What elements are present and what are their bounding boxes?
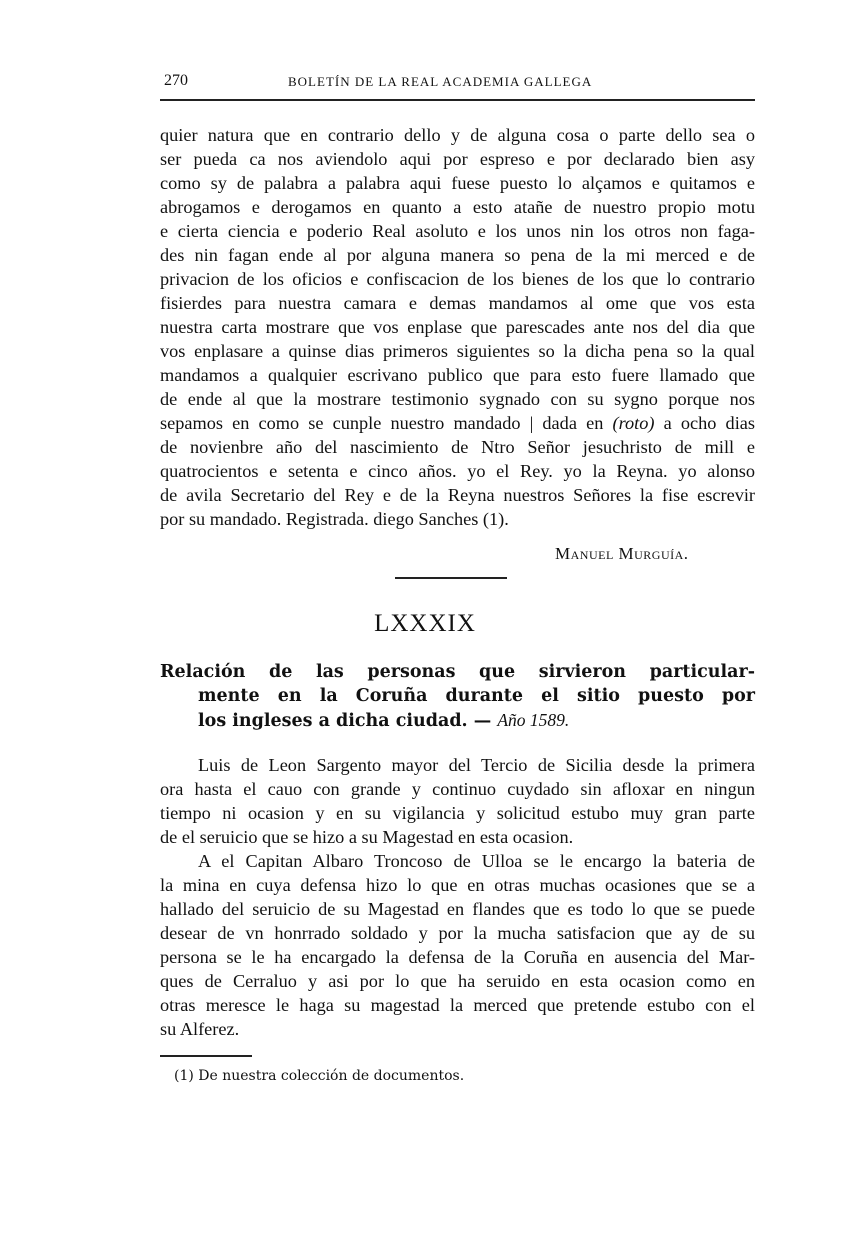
- text-line: sepamos en como se cunple nuestro mandado | dada en (roto) a ocho dias: [160, 413, 755, 433]
- text-line: abrogamos e derogamos en quanto a esto atañe de nuestro propio motu: [160, 197, 755, 217]
- text-line: privacion de los oficios e confiscacion de los bienes de los que lo contrario: [160, 269, 755, 289]
- text-line: quier natura que en contrario dello y de alguna cosa o parte dello sea o: [160, 125, 755, 145]
- page-number: 270: [164, 72, 188, 89]
- text-line: la mina en cuya defensa hizo lo que en otras muchas ocasiones que se a: [160, 875, 755, 895]
- text-line: e cierta ciencia e poderio Real asoluto e los unos nin los otros non faga-: [160, 221, 755, 241]
- text-line: de ende al que la mostrare testimonio sygnado con su sygno porque nos: [160, 389, 755, 409]
- document-end-text: [160, 123, 755, 531]
- text-line: vos enplasare a quinse dias primeros siguientes so la dicha pena so la qual: [160, 341, 755, 361]
- text-line: fisierdes para nuestra camara e demas mandamos al ome que vos esta: [160, 293, 755, 313]
- section-number: LXXXIX: [374, 610, 476, 637]
- text-line: persona se le ha encargado la defensa de la Coruña en ausencia del Mar-: [160, 947, 755, 967]
- text-line: mandamos a qualquier escrivano publico que para esto fuere llamado que: [160, 365, 755, 385]
- paragraph-1: [160, 753, 755, 849]
- footnote: (1) De nuestra colección de documentos.: [174, 1068, 465, 1084]
- header-rule: [160, 99, 755, 101]
- text-line: ora hasta el cauo con grande y continuo cuydado sin afloxar en ningun: [160, 779, 755, 799]
- text-line: hallado del seruicio de su Magestad en flandes que es todo lo que se puede: [160, 899, 755, 919]
- text-line: ser pueda ca nos aviendolo aqui por espreso e por declarado bien asy: [160, 149, 755, 169]
- text-line: por su mandado. Registrada. diego Sanches (1).: [160, 509, 509, 529]
- section-divider: [395, 577, 507, 579]
- text-line: de avila Secretario del Rey e de la Reyna nuestros Señores la fise escrevir: [160, 485, 755, 505]
- title-text: los ingleses a dicha ciudad. —: [198, 711, 492, 731]
- running-header: [160, 72, 755, 94]
- text-line: Luis de Leon Sargento mayor del Tercio de Sicilia desde la primera: [198, 755, 755, 775]
- text-line: A el Capitan Albaro Troncoso de Ulloa se le encargo la bateria de: [198, 851, 755, 871]
- text-line: desear de vn honrrado soldado y por la mucha satisfacion que ay de su: [160, 923, 755, 943]
- text-line: nuestra carta mostrare que vos enplase que parescades ante nos del dia que: [160, 317, 755, 337]
- text-line: de novienbre año del nascimiento de Ntro Señor jesuchristo de mill e: [160, 437, 755, 457]
- section-title: [160, 660, 755, 732]
- text-line: des nin fagan ende al por alguna manera so pena de la mi merced e de: [160, 245, 755, 265]
- text-line: su Alferez.: [160, 1019, 240, 1039]
- footnote-rule: [160, 1055, 252, 1057]
- text-line: otras meresce le haga su magestad la merced que pretende estubo con el: [160, 995, 755, 1015]
- title-line: mente en la Coruña durante el sitio puesto por: [198, 686, 755, 706]
- text-line: de el seruicio que se hizo a su Magestad en esta ocasion.: [160, 827, 574, 847]
- title-line: Relación de las personas que sirvieron particular-: [160, 662, 755, 682]
- text-line: ques de Cerraluo y asi por lo que ha seruido en esta ocasion como en: [160, 971, 755, 991]
- title-year: Año 1589.: [497, 710, 570, 730]
- text-line: como sy de palabra a palabra aqui fuese puesto lo alçamos e quitamos e: [160, 173, 755, 193]
- title-line: [160, 708, 755, 732]
- text-line: quatrocientos e setenta e cinco años. yo el Rey. yo la Reyna. yo alonso: [160, 461, 755, 481]
- signature: Manuel Murguía.: [555, 544, 689, 563]
- text-line: tiempo ni ocasion y en su vigilancia y solicitud estubo muy gran parte: [160, 803, 755, 823]
- paragraph-2: [160, 849, 755, 1041]
- running-title: BOLETÍN DE LA REAL ACADEMIA GALLEGA: [288, 74, 593, 89]
